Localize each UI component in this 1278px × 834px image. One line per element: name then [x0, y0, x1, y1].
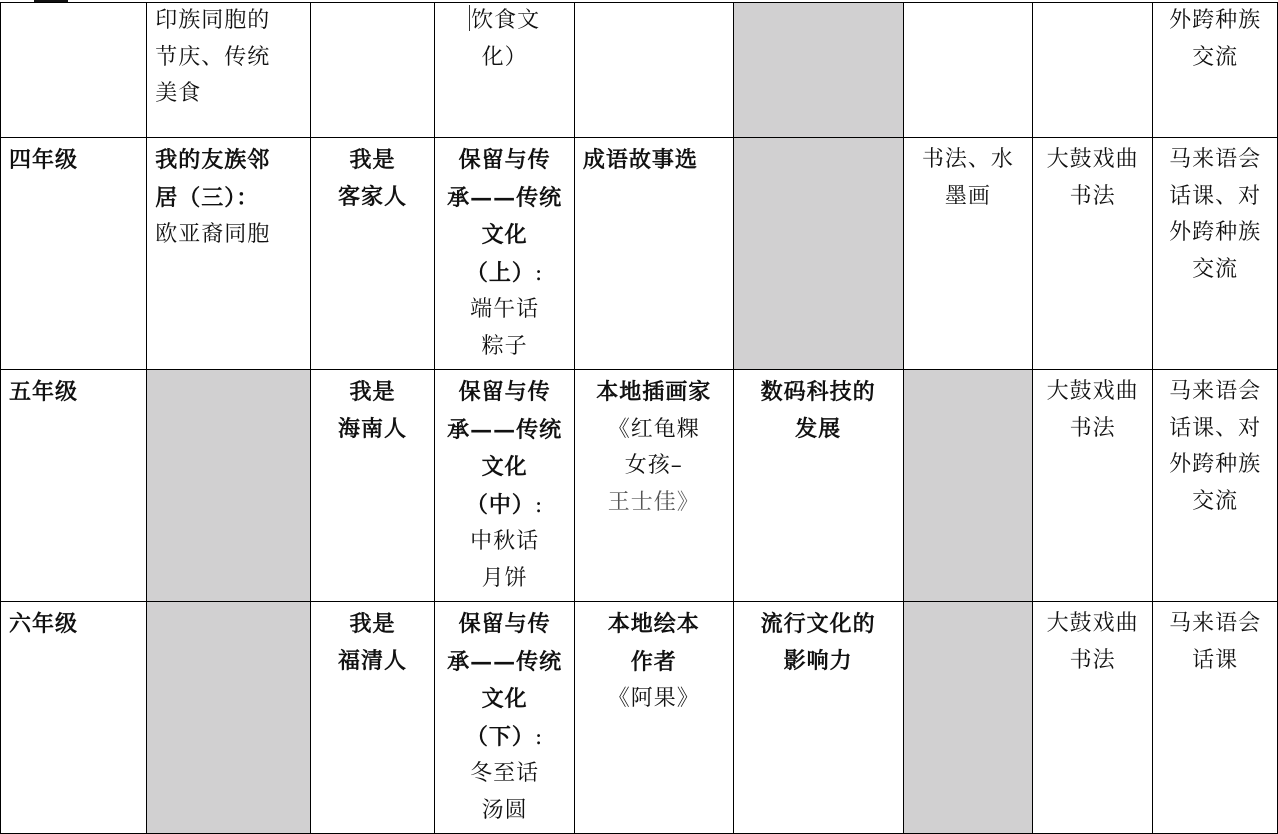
cell-reading-author: 王士佳》 — [607, 489, 700, 515]
cell-tradition — [435, 602, 574, 834]
cell-language: 马来语会 话课、对 外跨种族 交流 — [1153, 370, 1278, 602]
cell-art: 书法、水 墨画 — [903, 138, 1032, 370]
cell-tradition — [435, 370, 574, 602]
cell-topic: 数码科技的 发展 — [733, 370, 903, 602]
cell-reading-book: 《红龟粿 女孩– — [607, 416, 700, 478]
cell-language: 外跨种族 交流 — [1153, 3, 1278, 138]
cell-identity — [310, 3, 435, 138]
cell-identity: 我是 福清人 — [310, 602, 435, 834]
cell-reading — [574, 3, 733, 138]
cell-neighbors-shaded — [147, 602, 310, 834]
cell-tradition-title: 保留与传 承——传统 文化 （中） — [447, 379, 563, 518]
cell-tradition-title: 保留与传 承——传统 文化 （上） — [447, 147, 563, 286]
cell-performing: 大鼓戏曲 书法 — [1032, 370, 1152, 602]
cell-neighbors-sub: 欧亚裔同胞 — [155, 222, 271, 247]
table-row-grade6 — [1, 602, 1278, 834]
cell-identity: 我是 客家人 — [310, 138, 435, 370]
cell-neighbors — [147, 138, 310, 370]
cell-art-shaded — [903, 370, 1032, 602]
table-row-continued — [1, 3, 1278, 138]
cell-grade: 五年级 — [1, 370, 147, 602]
cell-tradition[interactable] — [435, 3, 574, 138]
cell-tradition-title: 保留与传 承——传统 文化 （下） — [447, 611, 563, 750]
table-row-grade5 — [1, 370, 1278, 602]
cell-art-shaded — [903, 602, 1032, 834]
cell-reading-title: 本地插画家 — [596, 379, 712, 405]
cell-grade — [1, 3, 147, 138]
cell-tradition — [435, 138, 574, 370]
cell-tradition-text: 饮食文 化） — [471, 8, 541, 70]
cell-topic-shaded — [733, 138, 903, 370]
cell-reading — [574, 602, 733, 834]
cell-tradition-sub: : 中秋话 月饼 — [470, 492, 544, 591]
cell-identity: 我是 海南人 — [310, 370, 435, 602]
cell-tradition-sub: : 冬至话 汤圆 — [470, 724, 544, 823]
table-row-grade4 — [1, 138, 1278, 370]
curriculum-table — [0, 2, 1278, 834]
cell-performing — [1032, 3, 1152, 138]
cell-tradition-sub: : 端午话 粽子 — [470, 260, 544, 359]
cell-reading — [574, 370, 733, 602]
text-cursor — [469, 5, 470, 31]
cell-topic: 流行文化的 影响力 — [733, 602, 903, 834]
cell-art — [903, 3, 1032, 138]
cell-neighbors-shaded — [147, 370, 310, 602]
cell-grade: 六年级 — [1, 602, 147, 834]
cell-neighbors: 印族同胞的 节庆、传统 美食 — [147, 3, 310, 138]
cell-grade: 四年级 — [1, 138, 147, 370]
cell-topic-shaded — [733, 3, 903, 138]
cell-performing: 大鼓戏曲 书法 — [1032, 138, 1152, 370]
cell-reading: 成语故事选 — [574, 138, 733, 370]
cell-language: 马来语会 话课、对 外跨种族 交流 — [1153, 138, 1278, 370]
cell-performing: 大鼓戏曲 书法 — [1032, 602, 1152, 834]
cell-language: 马来语会 话课 — [1153, 602, 1278, 834]
cell-neighbors-title: 我的友族邻 居（三）： — [155, 147, 271, 211]
cell-reading-book: 《阿果》 — [607, 686, 700, 711]
cell-reading-title: 本地绘本 作者 — [607, 611, 700, 675]
